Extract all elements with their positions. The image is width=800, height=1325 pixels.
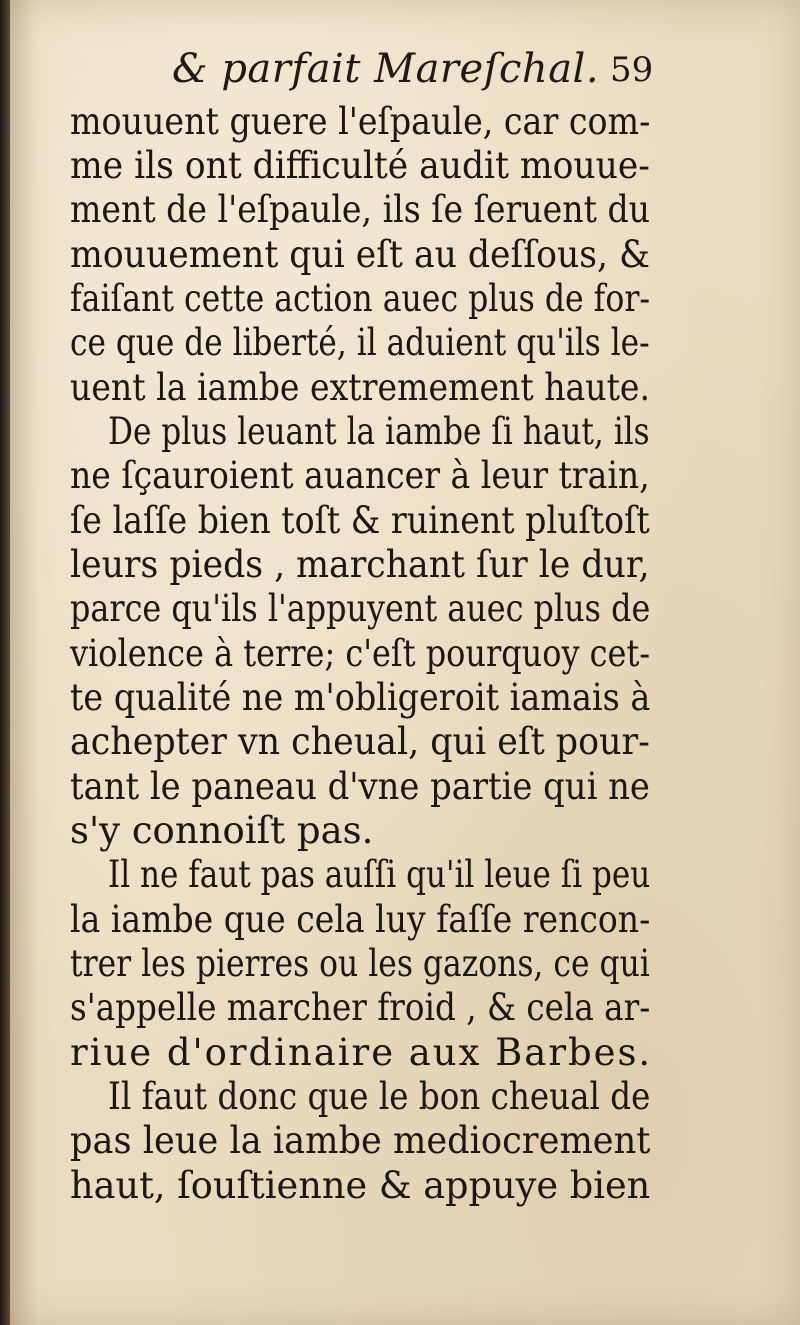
book-gutter-edge	[0, 0, 10, 1325]
text-line: parce qu'ils l'appuyent auec plus de	[70, 587, 651, 630]
text-line: violence à terre; c'eſt pourquoy cet-	[70, 632, 651, 675]
text-line: s'appelle marcher froid , & cela ar-	[70, 986, 651, 1029]
page-number: 59	[610, 50, 654, 90]
text-line: ment de l'eſpaule, ils ſe ſeruent du	[70, 188, 650, 231]
text-line: haut, ſouſtienne & appuye bien	[70, 1164, 651, 1207]
text-line: ne ſçauroient auancer à leur train,	[70, 454, 650, 497]
text-line: faiſant cette action auec plus de for-	[70, 277, 651, 320]
text-line: me ils ont difficulté audit mouue-	[70, 144, 650, 187]
running-header	[172, 46, 672, 102]
running-title: & parfait Mareſchal.	[172, 46, 600, 92]
paragraph-start-line: Il ne faut pas auſſi qu'il leue ſi peu	[108, 853, 651, 896]
text-line: tant le paneau d'vne partie qui ne	[70, 765, 650, 808]
text-line: pas leue la iambe mediocrement	[70, 1119, 651, 1162]
text-line: riue d'ordinaire aux Barbes.	[70, 1031, 653, 1074]
text-line: te qualité ne m'obligeroit iamais à	[70, 676, 651, 719]
text-line: uent la iambe extremement haute.	[70, 366, 651, 409]
text-line: s'y connoiſt pas.	[70, 809, 374, 852]
text-line: mouuent guere l'eſpaule, car com-	[70, 100, 651, 143]
text-line: achepter vn cheual, qui eſt pour-	[70, 720, 650, 763]
text-line: ſe laſſe bien toſt & ruinent pluſtoſt	[70, 499, 650, 542]
paragraph-start-line: De plus leuant la iambe ſi haut, ils	[108, 410, 650, 453]
text-line: la iambe que cela luy faſſe rencon-	[70, 898, 651, 941]
text-line: trer les pierres ou les gazons, ce qui	[70, 942, 650, 985]
book-page	[10, 0, 800, 1325]
text-line: mouuement qui eſt au deſſous, &	[70, 233, 650, 276]
text-line: ce que de liberté, il aduient qu'ils le-	[70, 321, 650, 364]
paragraph-start-line: Il faut donc que le bon cheual de	[108, 1075, 651, 1118]
text-line: leurs pieds , marchant ſur le dur,	[70, 543, 650, 586]
